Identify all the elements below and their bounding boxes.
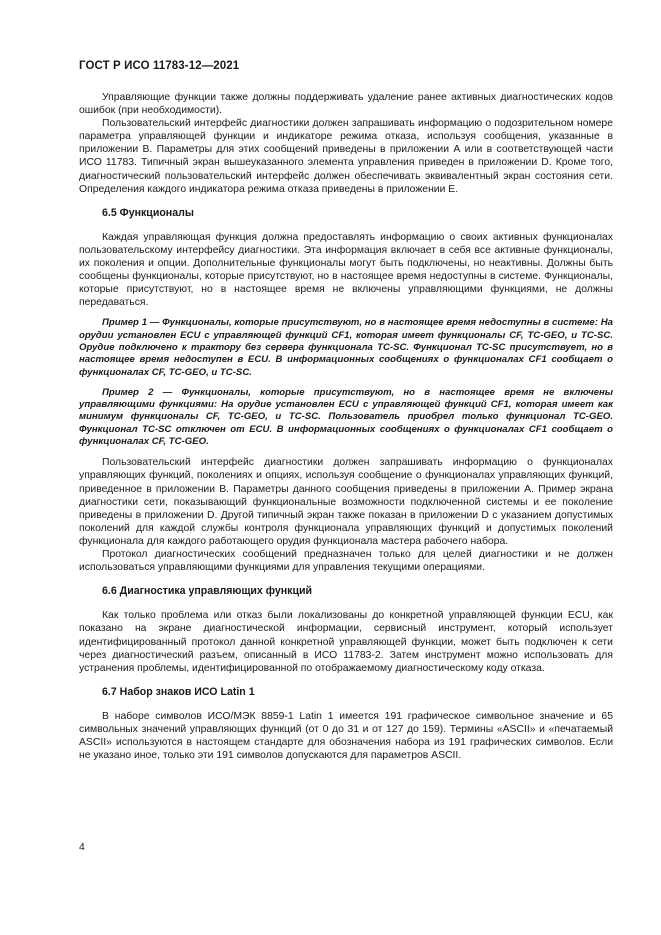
paragraph: Пользовательский интерфейс диагностики должен запрашивать информацию о подозрительном номере параметра управляющей функции и индикаторе режима отказа, используя сообщения, указанные в приложении В. Параметры для этих сообщений приведены в приложении А или в соответствующей части ИСО 11783. Типичный экран вышеуказанного элемента управления приведен в приложении D. Кроме того, диагностический пользовательский интерфейс должен обеспечивать эквивалентный экран состояния сети. Определения каждого индикатора режима отказа приведены в приложении Е. <box>79 118 613 195</box>
section-heading-6-6: 6.6 Диагностика управляющих функций <box>102 585 313 598</box>
paragraph: В наборе символов ИСО/МЭК 8859-1 Latin 1 имеется 191 графическое символьное значение и 65 символьных значений управляющих функций (от 0 до 31 и от 127 до 159). Термины «ASCII» и «печатаемый ASCII» используются в настоящем стандарте для обозначения набора из 191 графических символов. Если не указано иное, только эти 191 символов допускаются для параметров ASCII. <box>79 710 613 762</box>
paragraph: Протокол диагностических сообщений предназначен только для целей диагностики и не должен использоваться управляющими функциями для управления текущими операциями. <box>79 549 613 574</box>
page-number: 4 <box>79 842 85 853</box>
document-header: ГОСТ Р ИСО 11783-12—2021 <box>79 60 240 72</box>
example-2: Пример 2 — Функционалы, которые присутствуют, но в настоящее время не включены управляющими функциями: На орудие установлен ECU с управляющей функций CF1, которая имеет как минимум функционалы CF, TC-GEO, и TC-SC. Пользователь приобрел только функционал TC-GEO. Функционал TC-SC отключен от ECU. В информационных сообщениях о функционалах CF1 сообщает о функционалах CF, TC-GEO. <box>79 386 613 448</box>
section-heading-6-5: 6.5 Функционалы <box>102 206 194 219</box>
paragraph: Управляющие функции также должны поддерживать удаление ранее активных диагностических кодов ошибок (при необходимости). <box>79 92 613 117</box>
section-heading-6-7: 6.7 Набор знаков ИСО Latin 1 <box>102 685 255 698</box>
paragraph: Как только проблема или отказ были локализованы до конкретной управляющей функции ECU, как показано на экране диагностической информации, сервисный инструмент, который использует идентифицированный протокол данной конкретной управляющей функции, может быть подключен к сети через диагностический разъем, описанный в ИСО 11783-2. Затем инструмент можно использовать для устранения проблемы, идентифицированной по отображаемому диагностическому коду отказа. <box>79 610 613 674</box>
paragraph: Пользовательский интерфейс диагностики должен запрашивать информацию о функционалах управляющих функций, поколениях и опциях, используя сообщение о функционалах управляющих функций, приведенное в приложении В. Параметры данного сообщения приведены в приложении А. Пример экрана диагностики сети, показывающий функциональные возможности подключенной системы и ее поколение приведены в приложении D. Другой типичный экран также показан в приложении D с указанием допустимых поколений для каждой службы контроля функционала управляющих функций и допустимых поколений функционала для каждого работающего орудия функционала мастера рабочего набора. <box>79 457 613 547</box>
paragraph: Каждая управляющая функция должна предоставлять информацию о своих активных функционалах пользовательскому интерфейсу диагностики. Эта информация включает в себя все активные функционалы, их поколения и опции. Дополнительные функционалы могут быть подключены, но неактивны. Должны быть сообщены функционалы, которые присутствуют, но в настоящее время недоступны в системе. Функционалы, которые присутствуют, но в настоящее время не включены управляющими функциями, не должны передаваться. <box>79 231 613 309</box>
page-content <box>79 91 613 762</box>
example-1: Пример 1 — Функционалы, которые присутствуют, но в настоящее время недоступны в системе: На орудии установлен ECU с управляющей функций CF1, которая имеет функционалы CF, TC-GEO, и TC-SC. Орудие подключено к трактору без сервера функционала TC-SC. Функционал TC-SC присутствует, но в настоящее время недоступен в ECU. В информационных сообщениях о функционалах CF1 сообщает о функционалах CF, TC-GEO, и TC-SC. <box>79 317 613 378</box>
